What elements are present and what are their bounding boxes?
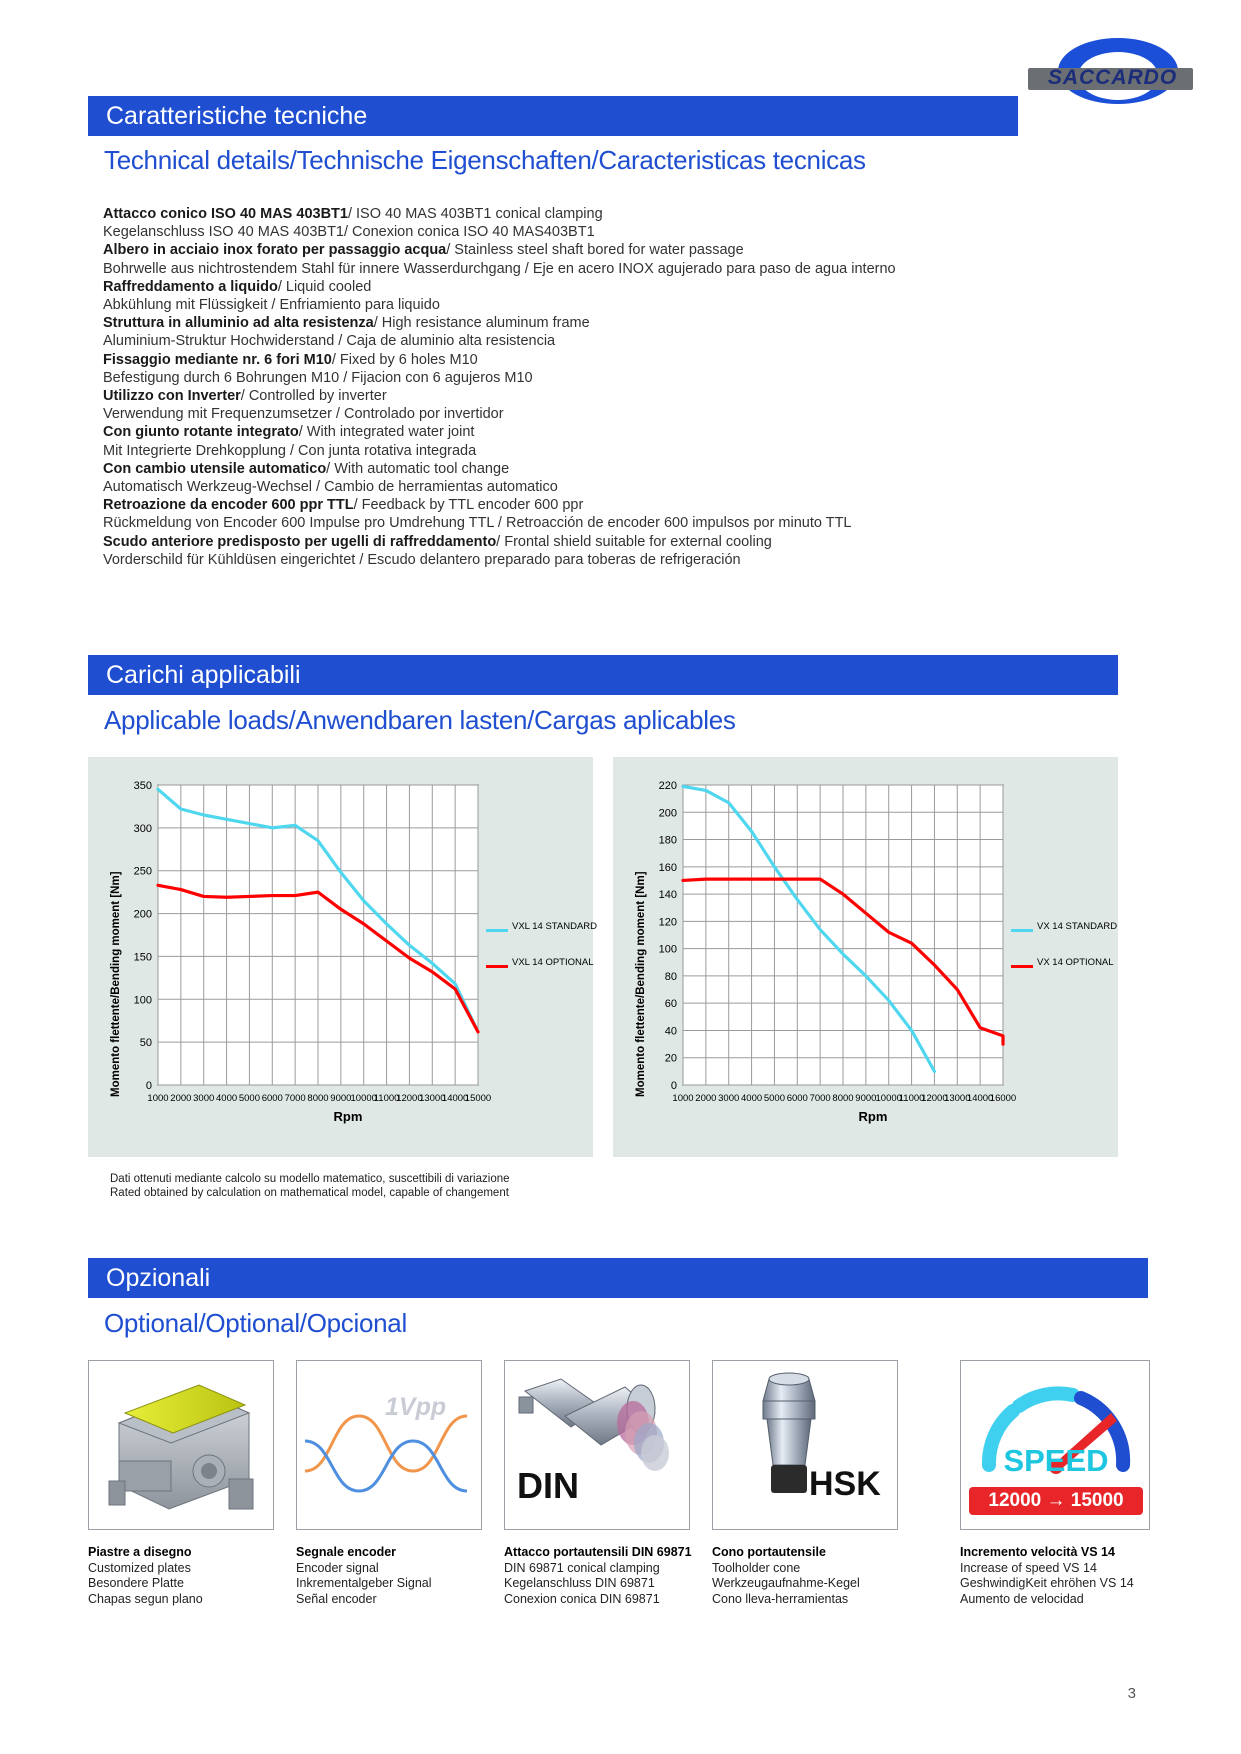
- spec-main: Struttura in alluminio ad alta resistenza: [103, 315, 374, 332]
- spec-main: Con giunto rotante integrato: [103, 424, 299, 441]
- optional-title-hsk: Cono portautensile: [712, 1545, 826, 1559]
- svg-text:120: 120: [658, 916, 677, 929]
- optional-card-encoder: [296, 1360, 482, 1530]
- spec-line: [103, 241, 1063, 259]
- din-label: DIN: [517, 1465, 579, 1506]
- optional-line2-speed: Increase of speed VS 14: [960, 1560, 1097, 1575]
- section-header-technical-label: Caratteristiche tecniche: [106, 102, 368, 130]
- spec-rest: / With integrated water joint: [298, 424, 475, 441]
- svg-text:7000: 7000: [809, 1093, 831, 1104]
- optional-caption-speed: [960, 1545, 1170, 1607]
- optional-line4-din: Conexion conica DIN 69871: [504, 1591, 660, 1606]
- chart-vx14: [613, 757, 1118, 1157]
- section-subtitle-optional: Optional/Optional/Opcional: [104, 1308, 407, 1338]
- svg-text:0: 0: [145, 1080, 152, 1092]
- optional-card-din: [504, 1360, 690, 1530]
- optional-line2-encoder: Encoder signal: [296, 1560, 379, 1575]
- svg-text:2000: 2000: [695, 1093, 717, 1104]
- svg-text:12000: 12000: [921, 1093, 948, 1104]
- optional-card-speed: [960, 1360, 1150, 1530]
- chart-vxl14-xlabel: Rpm: [333, 1109, 363, 1124]
- optional-line2-hsk: Toolholder cone: [712, 1560, 801, 1575]
- spec-line: [103, 496, 1063, 514]
- legend-label-optional-text: VXL 14 OPTIONAL: [512, 957, 594, 968]
- legend-label-standard: [512, 921, 597, 932]
- svg-text:5000: 5000: [238, 1093, 260, 1104]
- spec-line: [103, 533, 1063, 551]
- svg-text:3000: 3000: [193, 1093, 215, 1104]
- svg-text:80: 80: [664, 970, 677, 983]
- svg-text:40: 40: [664, 1025, 677, 1038]
- legend-label-standard-text: VX 14 STANDARD: [1037, 921, 1118, 932]
- optional-line3-hsk: Werkzeugaufnahme-Kegel: [712, 1576, 860, 1590]
- spec-translation: Automatisch Werkzeug-Wechsel / Cambio de herramientas automatico: [103, 479, 558, 496]
- optional-caption-encoder: [296, 1545, 496, 1607]
- svg-text:11000: 11000: [373, 1093, 400, 1104]
- svg-text:6000: 6000: [261, 1093, 283, 1104]
- svg-text:250: 250: [133, 865, 152, 878]
- optional-line4-hsk: Cono lleva-herramientas: [712, 1591, 849, 1606]
- chart-vx14-ylabel: Momento flettente/Bending moment [Nm]: [635, 871, 647, 1097]
- section-header-loads: [88, 655, 1118, 695]
- legend-label-optional: [512, 957, 594, 968]
- spec-line: [103, 205, 1063, 223]
- optional-title-plates: Piastre a disegno: [88, 1545, 192, 1559]
- legend-label-standard-text: VXL 14 STANDARD: [512, 921, 597, 932]
- section-header-loads-label: Carichi applicabili: [106, 661, 301, 689]
- section-subtitle-technical: Technical details/Technische Eigenschaften/Caracteristicas tecnicas: [104, 145, 866, 175]
- svg-text:9000: 9000: [855, 1093, 877, 1104]
- section-header-optional: [88, 1258, 1148, 1298]
- legend-swatch-optional: [1011, 965, 1033, 968]
- optional-card-plates: [88, 1360, 274, 1530]
- legend-label-optional-text: VX 14 OPTIONAL: [1037, 957, 1114, 968]
- spec-translation: Bohrwelle aus nichtrostendem Stahl für innere Wasserdurchgang / Eje en acero INOX agujerado para paso de agua interno: [103, 260, 896, 277]
- svg-text:50: 50: [139, 1037, 152, 1050]
- svg-text:200: 200: [133, 908, 152, 921]
- spec-line: [103, 278, 1063, 296]
- spec-translation: Kegelanschluss ISO 40 MAS 403BT1/ Conexion conica ISO 40 MAS403BT1: [103, 224, 595, 241]
- svg-text:300: 300: [133, 822, 152, 835]
- svg-text:15000: 15000: [464, 1093, 492, 1104]
- spec-main: Scudo anteriore predisposto per ugelli di raffreddamento: [103, 533, 497, 550]
- spec-line: [103, 387, 1063, 405]
- speed-range-badge: 12000 → 15000: [969, 1487, 1143, 1515]
- svg-text:350: 350: [133, 780, 152, 792]
- optional-line3-din: Kegelanschluss DIN 69871: [504, 1576, 655, 1590]
- spec-rest: / Controlled by inverter: [240, 388, 387, 405]
- svg-text:2000: 2000: [170, 1093, 192, 1104]
- spec-line: [103, 423, 1063, 441]
- spec-translation: Vorderschild für Kühldüsen eingerichtet / Escudo delantero preparado para toberas de refrigeración: [103, 551, 741, 568]
- spec-main: Raffreddamento a liquido: [103, 278, 278, 295]
- svg-text:60: 60: [664, 998, 677, 1011]
- svg-text:0: 0: [670, 1080, 677, 1092]
- svg-text:8000: 8000: [832, 1093, 854, 1104]
- spec-line: [103, 314, 1063, 332]
- customized-plates-photo: [89, 1361, 274, 1530]
- spec-translation: Rückmeldung von Encoder 600 Impulse pro Umdrehung TTL / Retroacción de encoder 600 impulsos por minuto TTL: [103, 515, 852, 532]
- svg-text:10000: 10000: [875, 1093, 902, 1104]
- spec-translation: Verwendung mit Frequenzumsetzer / Controlado por invertidor: [103, 406, 504, 423]
- optional-title-din: Attacco portautensili DIN 69871: [504, 1545, 692, 1559]
- svg-text:14000: 14000: [966, 1093, 994, 1104]
- technical-specs-list: [103, 205, 1063, 569]
- spec-translation: Befestigung durch 6 Bohrungen M10 / Fijacion con 6 agujeros M10: [103, 369, 533, 386]
- hsk-toolholder-photo: [713, 1361, 898, 1530]
- chart-vxl14-ylabel: Momento flettente/Bending moment [Nm]: [110, 871, 122, 1097]
- optional-card-hsk: [712, 1360, 898, 1530]
- svg-text:4000: 4000: [741, 1093, 763, 1104]
- spec-rest: / Feedback by TTL encoder 600 ppr: [353, 497, 584, 514]
- spec-main: Fissaggio mediante nr. 6 fori M10: [103, 351, 332, 368]
- svg-text:8000: 8000: [307, 1093, 329, 1104]
- spec-main: Albero in acciaio inox forato per passaggio acqua: [103, 242, 447, 259]
- optional-line3-plates: Besondere Platte: [88, 1576, 184, 1590]
- spec-rest: / Liquid cooled: [277, 278, 372, 295]
- svg-text:200: 200: [658, 807, 677, 820]
- spec-main: Retroazione da encoder 600 ppr TTL: [103, 497, 354, 514]
- svg-text:13000: 13000: [419, 1093, 446, 1104]
- svg-text:140: 140: [658, 889, 677, 902]
- charts-note-line1: Dati ottenuti mediante calcolo su modello matematico, suscettibili di variazione: [110, 1173, 510, 1185]
- page-number: 3: [1127, 1685, 1136, 1702]
- optional-line4-plates: Chapas segun plano: [88, 1591, 203, 1606]
- svg-text:1000: 1000: [672, 1093, 694, 1104]
- svg-text:13000: 13000: [944, 1093, 971, 1104]
- svg-text:100: 100: [658, 943, 677, 956]
- encoder-signal-graphic: [297, 1361, 482, 1530]
- optional-caption-din: [504, 1545, 726, 1607]
- svg-text:9000: 9000: [330, 1093, 352, 1104]
- spec-translation: Mit Integrierte Drehkopplung / Con junta rotativa integrada: [103, 442, 477, 459]
- spec-rest: / Stainless steel shaft bored for water passage: [446, 242, 744, 259]
- svg-text:14000: 14000: [441, 1093, 469, 1104]
- spec-rest: / ISO 40 MAS 403BT1 conical clamping: [347, 206, 603, 222]
- spec-translation: Abkühlung mit Flüssigkeit / Enfriamiento para liquido: [103, 297, 440, 314]
- spec-translation: Aluminium-Struktur Hochwiderstand / Caja de aluminio alta resistencia: [103, 333, 556, 350]
- svg-text:10000: 10000: [350, 1093, 377, 1104]
- svg-text:180: 180: [658, 834, 677, 847]
- spec-line: [103, 351, 1063, 369]
- optional-line4-speed: Aumento de velocidad: [960, 1591, 1084, 1606]
- section-header-optional-label: Opzionali: [106, 1264, 211, 1292]
- svg-text:12000: 12000: [396, 1093, 423, 1104]
- svg-text:20: 20: [664, 1052, 677, 1065]
- svg-text:1000: 1000: [147, 1093, 169, 1104]
- spec-rest: / Frontal shield suitable for external cooling: [496, 533, 772, 550]
- svg-text:160: 160: [658, 861, 677, 874]
- optional-line3-encoder: Inkrementalgeber Signal: [296, 1576, 432, 1590]
- legend-swatch-optional: [486, 965, 508, 968]
- svg-text:100: 100: [133, 994, 152, 1007]
- section-subtitle-loads: Applicable loads/Anwendbaren lasten/Cargas aplicables: [104, 705, 736, 735]
- optional-line2-plates: Customized plates: [88, 1560, 191, 1575]
- legend-swatch-standard: [1011, 929, 1033, 932]
- svg-text:16000: 16000: [989, 1093, 1017, 1104]
- optional-title-encoder: Segnale encoder: [296, 1545, 397, 1559]
- saccardo-logo: [1020, 38, 1200, 108]
- spec-rest: / High resistance aluminum frame: [373, 315, 590, 332]
- legend-label-standard: [1037, 921, 1117, 932]
- optional-caption-plates: [88, 1545, 288, 1607]
- chart-vx14-xlabel: Rpm: [858, 1109, 888, 1124]
- svg-text:5000: 5000: [763, 1093, 785, 1104]
- chart-vxl14: [88, 757, 597, 1157]
- legend-swatch-standard: [486, 929, 508, 932]
- spec-main: Attacco conico ISO 40 MAS 403BT1: [103, 206, 348, 222]
- svg-text:220: 220: [658, 780, 677, 792]
- optional-line3-speed: GeshwindigKeit ehröhen VS 14: [960, 1576, 1134, 1590]
- optional-title-speed: Incremento velocità VS 14: [960, 1545, 1115, 1559]
- logo-text: SACCARDO: [1047, 66, 1178, 89]
- svg-text:6000: 6000: [786, 1093, 808, 1104]
- optional-line4-encoder: Señal encoder: [296, 1591, 377, 1606]
- speed-label: SPEED: [1003, 1443, 1109, 1478]
- spec-line: [103, 460, 1063, 478]
- spec-rest: / Fixed by 6 holes M10: [331, 351, 478, 368]
- charts-note-line2: Rated obtained by calculation on mathematical model, capable of changement: [110, 1187, 509, 1199]
- svg-text:150: 150: [133, 951, 152, 964]
- spec-main: Con cambio utensile automatico: [103, 460, 327, 477]
- hsk-label: HSK: [809, 1465, 881, 1503]
- encoder-signal-label: 1Vpp: [385, 1393, 447, 1421]
- optional-caption-hsk: [712, 1545, 902, 1607]
- spec-main: Utilizzo con Inverter: [103, 388, 241, 405]
- svg-text:11000: 11000: [898, 1093, 925, 1104]
- charts-note: [110, 1172, 510, 1200]
- svg-text:3000: 3000: [718, 1093, 740, 1104]
- svg-text:4000: 4000: [216, 1093, 238, 1104]
- spec-rest: / With automatic tool change: [326, 460, 510, 477]
- section-header-technical: [88, 96, 1018, 136]
- optional-line2-din: DIN 69871 conical clamping: [504, 1560, 660, 1575]
- legend-label-optional: [1037, 957, 1114, 968]
- svg-text:7000: 7000: [284, 1093, 306, 1104]
